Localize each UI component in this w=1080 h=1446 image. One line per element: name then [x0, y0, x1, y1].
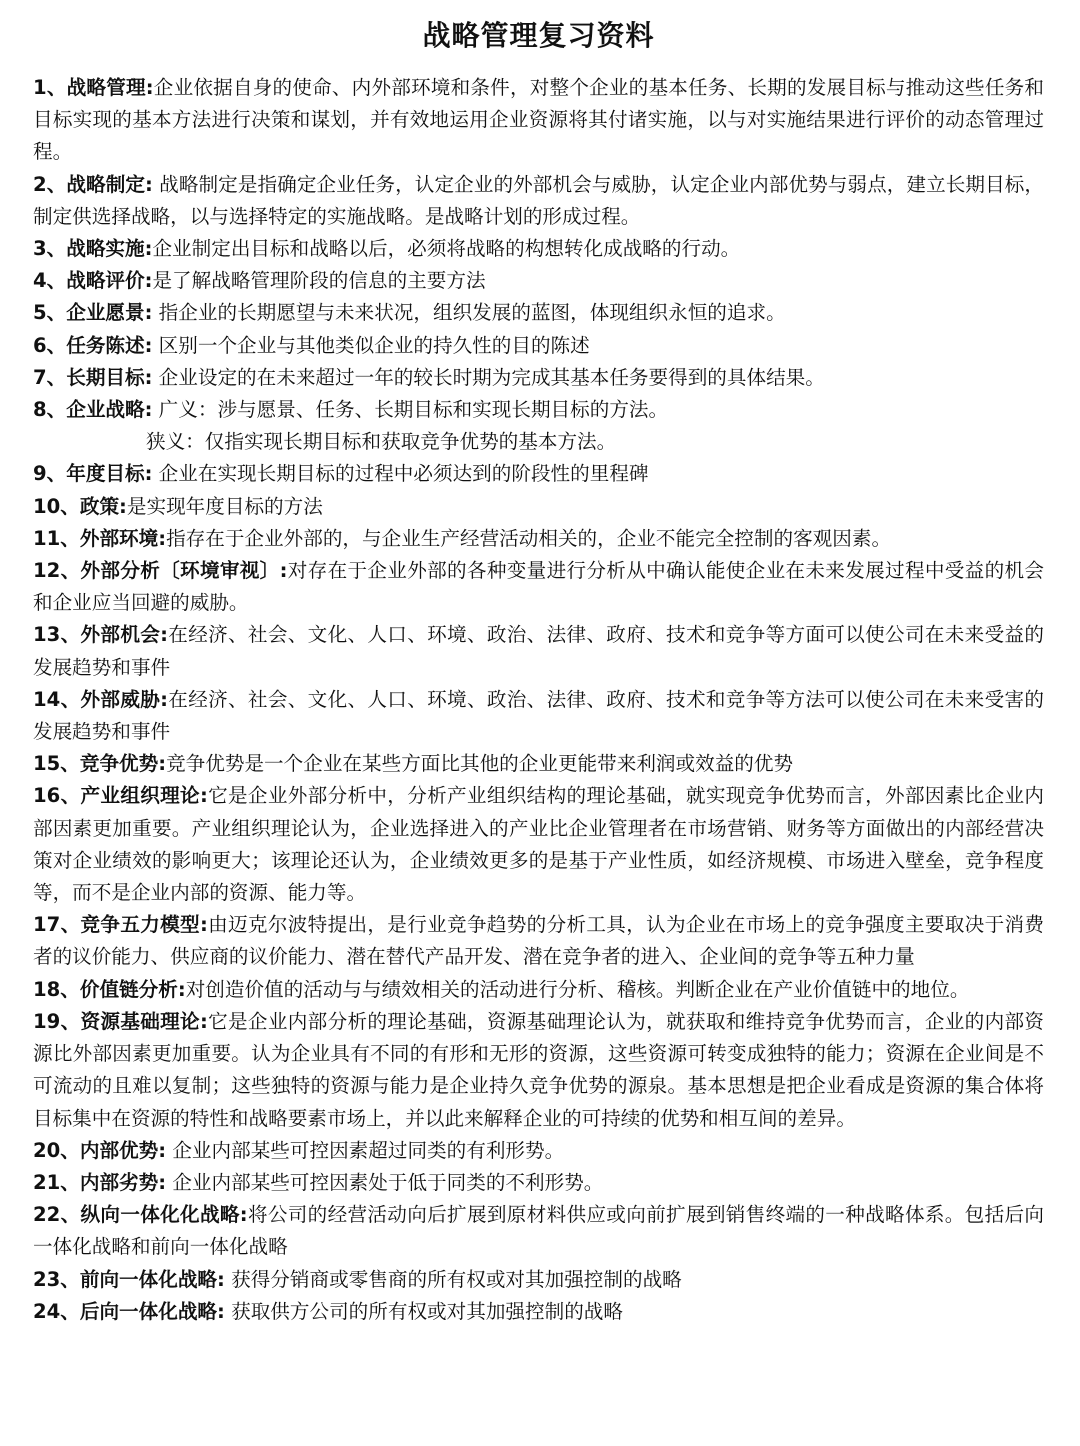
- entry-number: 18、: [33, 977, 80, 1001]
- entry-term: 外部威胁:: [80, 687, 168, 711]
- glossary-entry: [33, 330, 1044, 362]
- glossary-entry: [33, 394, 1044, 458]
- glossary-entry: [33, 1199, 1044, 1263]
- glossary-list: [33, 72, 1044, 1328]
- entry-term: 资源基础理论:: [80, 1009, 208, 1033]
- entry-term: 长期目标:: [66, 365, 153, 389]
- entry-definition: 战略制定是指确定企业任务，认定企业的外部机会与威胁，认定企业内部优势与弱点，建立长期目标，制定供选择战略，以与选择特定的实施战略。是战略计划的形成过程。: [33, 172, 1044, 228]
- entry-definition: 企业内部某些可控因素处于低于同类的不利形势。: [166, 1170, 604, 1194]
- glossary-entry: [33, 297, 1044, 329]
- entry-definition: 获取供方公司的所有权或对其加强控制的战略: [224, 1299, 623, 1323]
- glossary-entry: [33, 684, 1044, 748]
- entry-definition: 由迈克尔波特提出，是行业竞争趋势的分析工具，认为企业在市场上的竞争强度主要取决于消费者的议价能力、供应商的议价能力、潜在替代产品开发、潜在竞争者的进入、企业间的竞争等五种力量: [33, 913, 1044, 969]
- entry-term: 纵向一体化化战略:: [80, 1203, 248, 1227]
- entry-term: 外部机会:: [80, 623, 168, 647]
- entry-definition: 对存在于企业外部的各种变量进行分析从中确认能使企业在未来发展过程中受益的机会和企业应当回避的威胁。: [33, 559, 1044, 615]
- entry-definition: 指存在于企业外部的，与企业生产经营活动相关的，企业不能完全控制的客观因素。: [166, 526, 892, 550]
- entry-number: 20、: [33, 1138, 80, 1162]
- glossary-entry: [33, 780, 1044, 909]
- entry-number: 21、: [33, 1170, 80, 1194]
- glossary-entry: [33, 362, 1044, 394]
- entry-term: 产业组织理论:: [80, 784, 208, 808]
- entry-definition: 企业设定的在未来超过一年的较长时期为完成其基本任务要得到的具体结果。: [152, 365, 825, 389]
- entry-definition: 是实现年度目标的方法: [126, 494, 323, 518]
- entry-definition: 它是企业外部分析中，分析产业组织结构的理论基础，就实现竞争优势而言，外部因素比企业内部因素更加重要。产业组织理论认为，企业选择进入的产业比企业管理者在市场营销、财务等方面做出的内部经营决策对企业绩效的影响更大；该理论还认为，企业绩效更多的是基于产业性质，如经济规模、市场进入壁垒，竞争程度等，而不是企业内部的资源、能力等。: [33, 784, 1044, 905]
- entry-sub-definition: 狭义：仅指实现长期目标和获取竞争优势的基本方法。: [146, 430, 617, 454]
- entry-number: 17、: [33, 913, 81, 937]
- entry-number: 14、: [33, 687, 81, 711]
- entry-number: 2、: [33, 172, 67, 196]
- entry-term: 外部环境:: [79, 526, 167, 550]
- entry-term: 任务陈述:: [66, 333, 153, 357]
- entry-term: 战略制定:: [66, 172, 153, 196]
- entry-definition: 企业在实现长期目标的过程中必须达到的阶段性的里程碑: [152, 462, 649, 486]
- entry-term: 竞争优势:: [79, 752, 167, 776]
- glossary-entry: [33, 619, 1044, 683]
- entry-term: 企业愿景:: [66, 301, 153, 325]
- entry-term: 战略评价:: [66, 269, 153, 293]
- entry-definition: 指企业的长期愿望与未来状况，组织发展的蓝图，体现组织永恒的追求。: [152, 301, 786, 325]
- entry-definition: 广义：涉与愿景、任务、长期目标和实现长期目标的方法。: [152, 398, 669, 422]
- entry-number: 8、: [33, 398, 67, 422]
- entry-definition: 将公司的经营活动向后扩展到原材料供应或向前扩展到销售终端的一种战略体系。包括后向一体化战略和前向一体化战略: [33, 1203, 1044, 1259]
- entry-term: 内部优势:: [79, 1138, 167, 1162]
- glossary-entry: [33, 169, 1044, 233]
- entry-term: 企业战略:: [66, 398, 153, 422]
- glossary-entry: [33, 72, 1044, 169]
- entry-number: 10、: [33, 494, 80, 518]
- entry-definition: 在经济、社会、文化、人口、环境、政治、法律、政府、技术和竞争等方面可以使公司在未来受益的发展趋势和事件: [33, 623, 1044, 679]
- entry-definition: 竞争优势是一个企业在某些方面比其他的企业更能带来利润或效益的优势: [166, 752, 794, 776]
- glossary-entry: [33, 909, 1044, 973]
- entry-definition: 企业制定出目标和战略以后，必须将战略的构想转化成战略的行动。: [152, 237, 741, 261]
- entry-number: 24、: [33, 1299, 80, 1323]
- entry-number: 3、: [33, 237, 67, 261]
- entry-number: 19、: [33, 1009, 81, 1033]
- glossary-entry: [33, 748, 1044, 780]
- entry-definition: 企业内部某些可控因素超过同类的有利形势。: [166, 1138, 565, 1162]
- entry-term: 内部劣势:: [79, 1170, 167, 1194]
- glossary-entry: [33, 523, 1044, 555]
- glossary-entry: [33, 1167, 1044, 1199]
- entry-number: 11、: [33, 526, 80, 550]
- entry-definition: 在经济、社会、文化、人口、环境、政治、法律、政府、技术和竞争等方法可以使公司在未来受害的发展趋势和事件: [33, 687, 1044, 744]
- entry-term: 年度目标:: [66, 462, 153, 486]
- entry-number: 4、: [33, 269, 67, 293]
- glossary-entry: [33, 1006, 1044, 1135]
- entry-definition: 获得分销商或零售商的所有权或对其加强控制的战略: [224, 1267, 682, 1291]
- entry-number: 13、: [33, 623, 81, 647]
- entry-term: 战略管理:: [66, 76, 154, 99]
- glossary-entry: [33, 233, 1044, 265]
- glossary-entry: [33, 1264, 1044, 1296]
- entry-term: 竞争五力模型:: [80, 913, 208, 937]
- entry-number: 1、: [33, 76, 67, 99]
- glossary-entry: [33, 555, 1044, 619]
- entry-number: 22、: [33, 1203, 81, 1227]
- entry-number: 12、: [33, 559, 81, 583]
- entry-number: 16、: [33, 784, 81, 808]
- entry-number: 15、: [33, 752, 80, 776]
- entry-number: 9、: [33, 462, 67, 486]
- entry-number: 6、: [33, 333, 67, 357]
- entry-definition: 是了解战略管理阶段的信息的主要方法: [152, 269, 486, 293]
- entry-term: 战略实施:: [66, 237, 153, 261]
- glossary-entry: [33, 1135, 1044, 1167]
- entry-definition: 对创造价值的活动与与绩效相关的活动进行分析、稽核。判断企业在产业价值链中的地位。: [185, 977, 970, 1001]
- entry-definition: 区别一个企业与其他类似企业的持久性的目的陈述: [152, 333, 590, 357]
- entry-term: 政策:: [79, 494, 127, 518]
- glossary-entry: [33, 458, 1044, 490]
- entry-definition: 它是企业内部分析的理论基础，资源基础理论认为，就获取和维持竞争优势而言，企业的内部资源比外部因素更加重要。认为企业具有不同的有形和无形的资源，这些资源可转变成独特的能力；资源在企业间是不可流动的且难以复制；这些独特的资源与能力是企业持久竞争优势的源泉。基本思想是把企业看成是资源的集合体将目标集中在资源的特性和战略要素市场上，并以此来解释企业的可持续的优势和相互间的差异。: [33, 1009, 1044, 1130]
- glossary-entry: [33, 1296, 1044, 1328]
- glossary-entry: [33, 265, 1044, 297]
- entry-term: 后向一体化战略:: [79, 1299, 225, 1323]
- entry-term: 前向一体化战略:: [79, 1267, 225, 1291]
- entry-term: 外部分析〔环境审视〕:: [80, 559, 288, 583]
- glossary-entry: [33, 491, 1044, 523]
- entry-number: 23、: [33, 1267, 80, 1291]
- entry-definition: 企业依据自身的使命、内外部环境和条件，对整个企业的基本任务、长期的发展目标与推动这些任务和目标实现的基本方法进行决策和谋划，并有效地运用企业资源将其付诸实施，以与对实施结果进行评价的动态管理过程。: [33, 76, 1044, 164]
- entry-term: 价值链分析:: [79, 977, 186, 1001]
- page-title: 战略管理复习资料: [422, 19, 655, 52]
- glossary-entry: [33, 974, 1044, 1006]
- entry-number: 7、: [33, 365, 67, 389]
- entry-number: 5、: [33, 301, 67, 325]
